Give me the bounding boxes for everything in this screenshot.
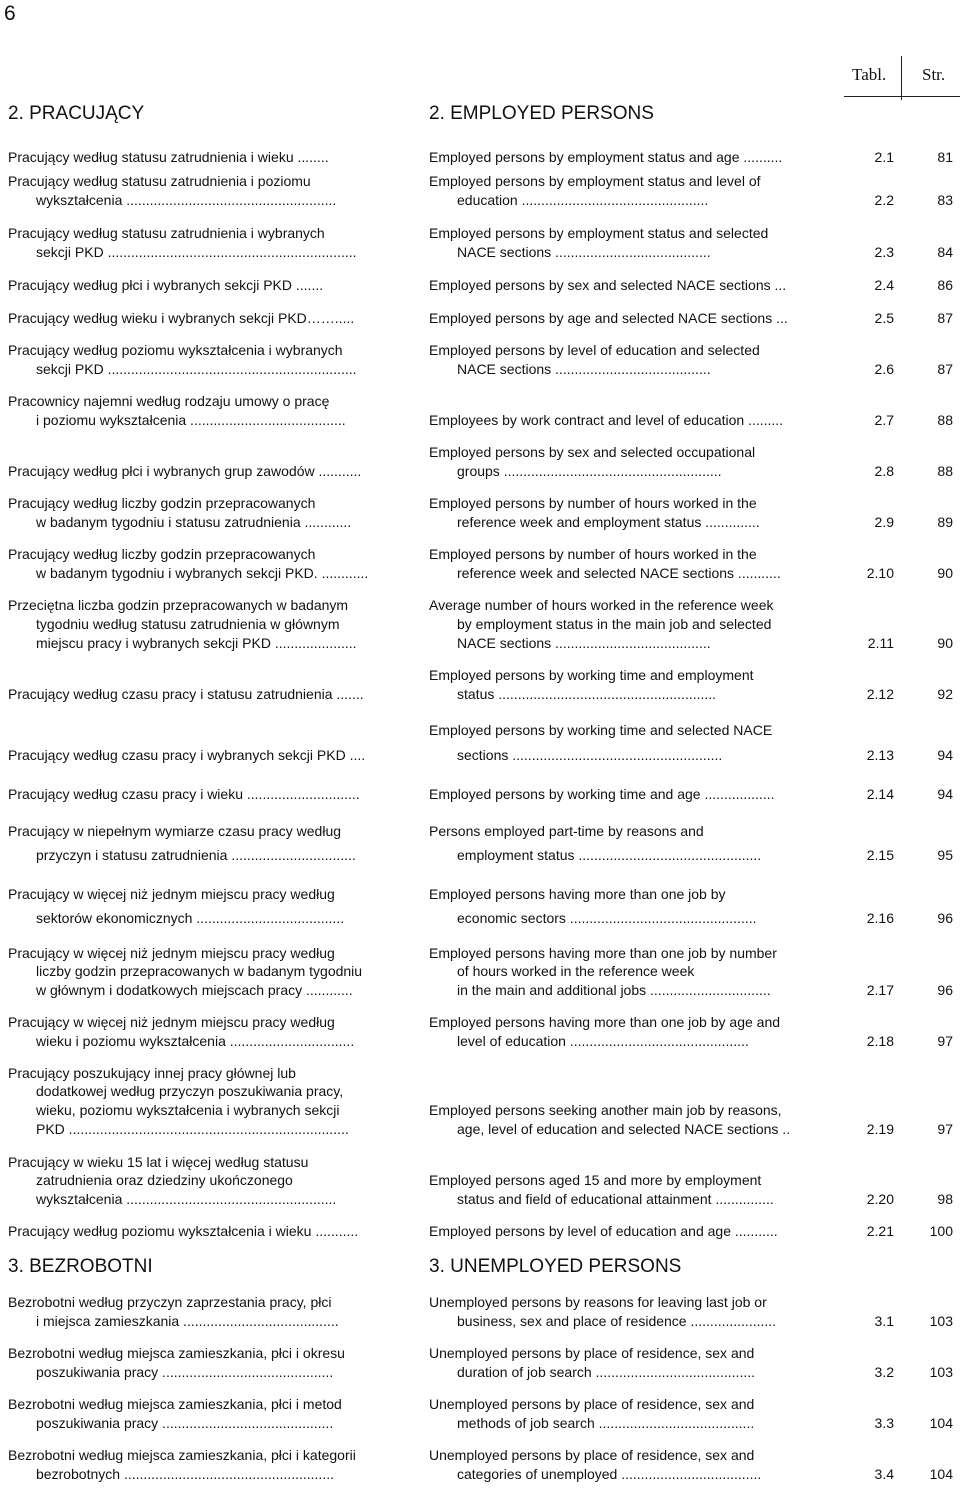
entry-title-pl: Pracujący według statusu zatrudnienia i wieku ........ bbox=[8, 149, 329, 165]
table-number: 2.20 bbox=[866, 1191, 894, 1207]
column-header-str: Str. bbox=[922, 65, 946, 84]
page-reference: 81 bbox=[937, 149, 953, 165]
entry-title-pl: Bezrobotni według przyczyn zaprzestania pracy, płci bbox=[8, 1294, 332, 1310]
entry-title-pl: Pracujący według statusu zatrudnienia i poziomu bbox=[8, 173, 311, 189]
entry-title-en: categories of unemployed .................................... bbox=[457, 1466, 762, 1482]
entry-title-en: Persons employed part-time by reasons and bbox=[429, 823, 704, 839]
entry-title-en: Unemployed persons by place of residence, sex and bbox=[429, 1396, 755, 1412]
entry-title-pl: tygodniu według statusu zatrudnienia w głównym bbox=[36, 616, 340, 632]
page-reference: 95 bbox=[937, 847, 953, 863]
page-reference: 88 bbox=[937, 412, 953, 428]
table-number: 3.1 bbox=[874, 1313, 894, 1329]
page-reference: 84 bbox=[937, 244, 953, 260]
entry-title-pl: Bezrobotni według miejsca zamieszkania, płci i okresu bbox=[8, 1345, 345, 1361]
entry-title-pl: wieku, poziomu wykształcenia i wybranych sekcji bbox=[36, 1102, 340, 1118]
entry-title-en: Employed persons by employment status and level of bbox=[429, 173, 761, 189]
entry-title-pl: w głównym i dodatkowych miejscach pracy ............ bbox=[36, 982, 353, 998]
page-reference: 103 bbox=[929, 1313, 953, 1329]
entry-title-pl: w badanym tygodniu i statusu zatrudnienia ............ bbox=[36, 514, 352, 530]
entry-title-pl: Pracujący w więcej niż jednym miejscu pracy według bbox=[8, 945, 335, 961]
header-divider-vertical bbox=[901, 56, 902, 100]
table-number: 2.2 bbox=[874, 192, 894, 208]
table-number: 2.7 bbox=[874, 412, 894, 428]
header-divider-horizontal bbox=[844, 96, 960, 97]
entry-title-en: in the main and additional jobs ............................... bbox=[457, 982, 771, 998]
entry-title-pl: wykształcenia ...................................................... bbox=[36, 192, 337, 208]
entry-title-pl: Pracujący według płci i wybranych grup zawodów ........... bbox=[8, 463, 362, 479]
entry-title-pl: sektorów ekonomicznych ...................................... bbox=[36, 910, 345, 926]
table-number: 2.5 bbox=[874, 310, 894, 326]
section-title-pl: 2. PRACUJĄCY bbox=[8, 103, 145, 124]
table-number: 2.19 bbox=[866, 1121, 894, 1137]
entry-title-pl: Pracujący w więcej niż jednym miejscu pracy według bbox=[8, 886, 335, 902]
entry-title-en: status ........................................................ bbox=[457, 686, 717, 702]
table-number: 2.1 bbox=[874, 149, 894, 165]
page-reference: 98 bbox=[937, 1191, 953, 1207]
entry-title-pl: Bezrobotni według miejsca zamieszkania, płci i metod bbox=[8, 1396, 342, 1412]
page-reference: 86 bbox=[937, 277, 953, 293]
entry-title-pl: Pracujący według płci i wybranych sekcji PKD ....... bbox=[8, 277, 324, 293]
page-reference: 89 bbox=[937, 514, 953, 530]
entry-title-en: Average number of hours worked in the reference week bbox=[429, 597, 774, 613]
entry-title-en: Employed persons by working time and age .................. bbox=[429, 786, 775, 802]
entry-title-pl: Pracujący w niepełnym wymiarze czasu pracy według bbox=[8, 823, 342, 839]
table-number: 2.8 bbox=[874, 463, 894, 479]
page-reference: 96 bbox=[937, 910, 953, 926]
entry-title-en: employment status ............................................... bbox=[457, 847, 762, 863]
entry-title-pl: poszukiwania pracy ............................................ bbox=[36, 1415, 334, 1431]
entry-title-pl: Pracownicy najemni według rodzaju umowy o pracę bbox=[8, 393, 330, 409]
entry-title-en: Employed persons having more than one job by bbox=[429, 886, 726, 902]
entry-title-en: NACE sections ........................................ bbox=[457, 361, 711, 377]
entry-title-en: methods of job search ........................................ bbox=[457, 1415, 755, 1431]
page-reference: 92 bbox=[937, 686, 953, 702]
entry-title-pl: Pracujący według poziomu wykształcenia i wieku ........... bbox=[8, 1223, 359, 1239]
page-reference: 94 bbox=[937, 786, 953, 802]
entry-title-en: Employed persons by sex and selected NACE sections ... bbox=[429, 277, 787, 293]
entry-title-pl: PKD ........................................................................ bbox=[36, 1121, 349, 1137]
table-number: 2.12 bbox=[866, 686, 894, 702]
entry-title-pl: Pracujący według liczby godzin przepracowanych bbox=[8, 495, 316, 511]
entry-title-en: sections ...................................................... bbox=[457, 747, 723, 763]
page-reference: 83 bbox=[937, 192, 953, 208]
page-reference: 88 bbox=[937, 463, 953, 479]
entry-title-en: Employees by work contract and level of education ......... bbox=[429, 412, 784, 428]
table-number: 2.4 bbox=[874, 277, 894, 293]
entry-title-en: Unemployed persons by place of residence, sex and bbox=[429, 1447, 755, 1463]
entry-title-pl: Pracujący według liczby godzin przepracowanych bbox=[8, 546, 316, 562]
entry-title-pl: zatrudnienia oraz dziedziny ukończonego bbox=[36, 1172, 293, 1188]
entry-title-pl: miejscu pracy i wybranych sekcji PKD ..................... bbox=[36, 635, 357, 651]
entry-title-pl: sekcji PKD ................................................................ bbox=[36, 361, 357, 377]
entry-title-en: Employed persons having more than one job by age and bbox=[429, 1014, 781, 1030]
page-reference: 104 bbox=[929, 1415, 953, 1431]
table-number: 2.14 bbox=[866, 786, 894, 802]
entry-title-en: Employed persons having more than one job by number bbox=[429, 945, 777, 961]
entry-title-en: Employed persons aged 15 and more by employment bbox=[429, 1172, 762, 1188]
entry-title-en: duration of job search ......................................... bbox=[457, 1364, 756, 1380]
entry-title-pl: i miejsca zamieszkania ........................................ bbox=[36, 1313, 339, 1329]
entry-title-en: Employed persons by level of education and age ........... bbox=[429, 1223, 778, 1239]
entry-title-en: groups ........................................................ bbox=[457, 463, 722, 479]
entry-title-en: Unemployed persons by reasons for leaving last job or bbox=[429, 1294, 767, 1310]
entry-title-en: NACE sections ........................................ bbox=[457, 635, 711, 651]
entry-title-pl: poszukiwania pracy ............................................ bbox=[36, 1364, 334, 1380]
entry-title-pl: Pracujący poszukujący innej pracy głównej lub bbox=[8, 1065, 296, 1081]
table-number: 2.17 bbox=[866, 982, 894, 998]
entry-title-pl: Bezrobotni według miejsca zamieszkania, płci i kategorii bbox=[8, 1447, 356, 1463]
table-number: 2.18 bbox=[866, 1033, 894, 1049]
entry-title-en: Employed persons by employment status and selected bbox=[429, 225, 769, 241]
table-number: 2.3 bbox=[874, 244, 894, 260]
entry-title-pl: dodatkowej według przyczyn poszukiwania pracy, bbox=[36, 1083, 344, 1099]
page-reference: 100 bbox=[929, 1223, 953, 1239]
page-reference: 103 bbox=[929, 1364, 953, 1380]
page-reference: 87 bbox=[937, 310, 953, 326]
entry-title-en: level of education .............................................. bbox=[457, 1033, 749, 1049]
entry-title-en: reference week and employment status .............. bbox=[457, 514, 760, 530]
entry-title-pl: i poziomu wykształcenia ........................................ bbox=[36, 412, 346, 428]
entry-title-en: Unemployed persons by place of residence, sex and bbox=[429, 1345, 755, 1361]
entry-title-en: Employed persons by sex and selected occupational bbox=[429, 444, 756, 460]
section-title-en: 3. UNEMPLOYED PERSONS bbox=[429, 1256, 682, 1277]
page-reference: 97 bbox=[937, 1033, 953, 1049]
table-number: 2.16 bbox=[866, 910, 894, 926]
entry-title-en: reference week and selected NACE sections ........... bbox=[457, 565, 781, 581]
entry-title-pl: Pracujący według poziomu wykształcenia i wybranych bbox=[8, 342, 343, 358]
entry-title-en: Employed persons by employment status and age .......... bbox=[429, 149, 783, 165]
table-number: 2.11 bbox=[867, 635, 894, 651]
entry-title-pl: wieku i poziomu wykształcenia ................................ bbox=[36, 1033, 355, 1049]
page-reference: 90 bbox=[937, 635, 953, 651]
entry-title-pl: Pracujący według czasu pracy i wybranych sekcji PKD .... bbox=[8, 747, 366, 763]
table-number: 2.15 bbox=[866, 847, 894, 863]
table-number: 2.9 bbox=[874, 514, 894, 530]
entry-title-pl: liczby godzin przepracowanych w badanym tygodniu bbox=[36, 963, 363, 979]
entry-title-pl: w badanym tygodniu i wybranych sekcji PKD. ............ bbox=[36, 565, 369, 581]
table-number: 2.13 bbox=[866, 747, 894, 763]
entry-title-pl: sekcji PKD ................................................................ bbox=[36, 244, 357, 260]
entry-title-pl: Pracujący według czasu pracy i statusu zatrudnienia ....... bbox=[8, 686, 364, 702]
table-number: 2.10 bbox=[866, 565, 894, 581]
table-number: 3.2 bbox=[874, 1364, 894, 1380]
page-reference: 97 bbox=[937, 1121, 953, 1137]
section-title-en: 2. EMPLOYED PERSONS bbox=[429, 103, 654, 124]
entry-title-en: age, level of education and selected NACE sections .. bbox=[457, 1121, 791, 1137]
entry-title-en: NACE sections ........................................ bbox=[457, 244, 711, 260]
table-number: 3.3 bbox=[874, 1415, 894, 1431]
entry-title-en: Employed persons seeking another main job by reasons, bbox=[429, 1102, 782, 1118]
entry-title-en: Employed persons by working time and selected NACE bbox=[429, 722, 773, 738]
page-reference: 104 bbox=[929, 1466, 953, 1482]
entry-title-en: Employed persons by number of hours worked in the bbox=[429, 546, 757, 562]
entry-title-pl: Pracujący według statusu zatrudnienia i wybranych bbox=[8, 225, 325, 241]
page-number: 6 bbox=[4, 2, 16, 25]
page-reference: 90 bbox=[937, 565, 953, 581]
table-number: 3.4 bbox=[874, 1466, 894, 1482]
entry-title-pl: wykształcenia ...................................................... bbox=[36, 1191, 337, 1207]
entry-title-en: Employed persons by working time and employment bbox=[429, 667, 754, 683]
entry-title-pl: bezrobotnych ...................................................... bbox=[36, 1466, 334, 1482]
entry-title-en: by employment status in the main job and selected bbox=[457, 616, 772, 632]
entry-title-en: economic sectors ................................................ bbox=[457, 910, 757, 926]
entry-title-en: of hours worked in the reference week bbox=[457, 963, 695, 979]
entry-title-en: Employed persons by age and selected NACE sections ... bbox=[429, 310, 788, 326]
column-header-tabl: Tabl. bbox=[852, 65, 887, 84]
page-reference: 87 bbox=[937, 361, 953, 377]
entry-title-pl: Przeciętna liczba godzin przepracowanych w badanym bbox=[8, 597, 349, 613]
table-number: 2.6 bbox=[874, 361, 894, 377]
entry-title-pl: Pracujący w więcej niż jednym miejscu pracy według bbox=[8, 1014, 335, 1030]
page-reference: 94 bbox=[937, 747, 953, 763]
page-reference: 96 bbox=[937, 982, 953, 998]
entry-title-en: Employed persons by level of education and selected bbox=[429, 342, 760, 358]
entry-title-en: business, sex and place of residence ...................... bbox=[457, 1313, 777, 1329]
entry-title-pl: Pracujący według czasu pracy i wieku ............................. bbox=[8, 786, 360, 802]
entry-title-pl: Pracujący w wieku 15 lat i więcej według statusu bbox=[8, 1154, 309, 1170]
entry-title-pl: Pracujący według wieku i wybranych sekcji PKD……..... bbox=[8, 310, 355, 326]
entry-title-en: status and field of educational attainment ............... bbox=[457, 1191, 774, 1207]
entry-title-pl: przyczyn i statusu zatrudnienia ................................ bbox=[36, 847, 356, 863]
table-number: 2.21 bbox=[866, 1223, 894, 1239]
section-title-pl: 3. BEZROBOTNI bbox=[8, 1256, 153, 1277]
entry-title-en: education ................................................ bbox=[457, 192, 709, 208]
entry-title-en: Employed persons by number of hours worked in the bbox=[429, 495, 757, 511]
